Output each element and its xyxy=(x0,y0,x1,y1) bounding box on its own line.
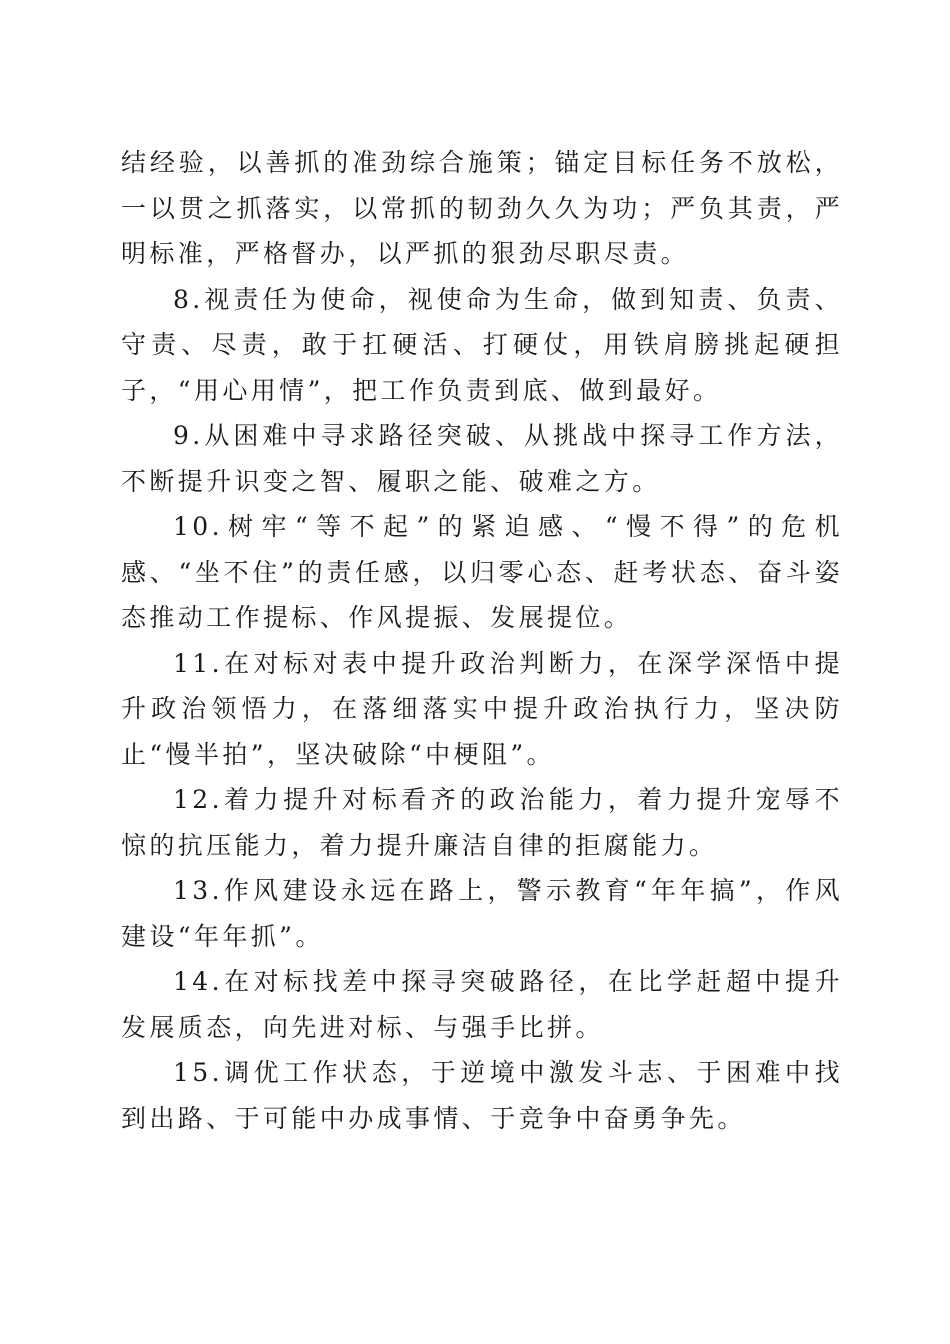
continuation-paragraph: 结经验，以善抓的准劲综合施策；锚定目标任务不放松，一以贯之抓落实，以常抓的韧劲久久为功；严负其责，严明标准，严格督办，以严抓的狠劲尽职尽责。 xyxy=(121,148,843,268)
list-item-10: 10.树牢“等不起”的紧迫感、“慢不得”的危机感、“坐不住”的责任感，以归零心态、赶考状态、奋斗姿态推动工作提标、作风提振、发展提位。 xyxy=(121,512,843,632)
list-item-13: 13.作风建设永远在路上，警示教育“年年搞”，作风建设“年年抓”。 xyxy=(121,876,843,951)
list-item-11: 11.在对标对表中提升政治判断力，在深学深悟中提升政治领悟力，在落细落实中提升政治执行力，坚决防止“慢半拍”，坚决破除“中梗阻”。 xyxy=(121,648,843,769)
list-item-9: 9.从困难中寻求路径突破、从挑战中探寻工作方法，不断提升识变之智、履职之能、破难之方。 xyxy=(121,421,843,496)
document-body xyxy=(121,140,843,1141)
list-item-14: 14.在对标找差中探寻突破路径，在比学赶超中提升发展质态，向先进对标、与强手比拼。 xyxy=(121,967,843,1042)
list-item-8: 8.视责任为使命，视使命为生命，做到知责、负责、守责、尽责，敢于扛硬活、打硬仗，用铁肩膀挑起硬担子，“用心用情”，把工作负责到底、做到最好。 xyxy=(121,284,843,405)
list-item-12: 12.着力提升对标看齐的政治能力，着力提升宠辱不惊的抗压能力，着力提升廉洁自律的拒腐能力。 xyxy=(121,785,843,860)
list-item-15: 15.调优工作状态，于逆境中激发斗志、于困难中找到出路、于可能中办成事情、于竞争中奋勇争先。 xyxy=(121,1058,843,1133)
